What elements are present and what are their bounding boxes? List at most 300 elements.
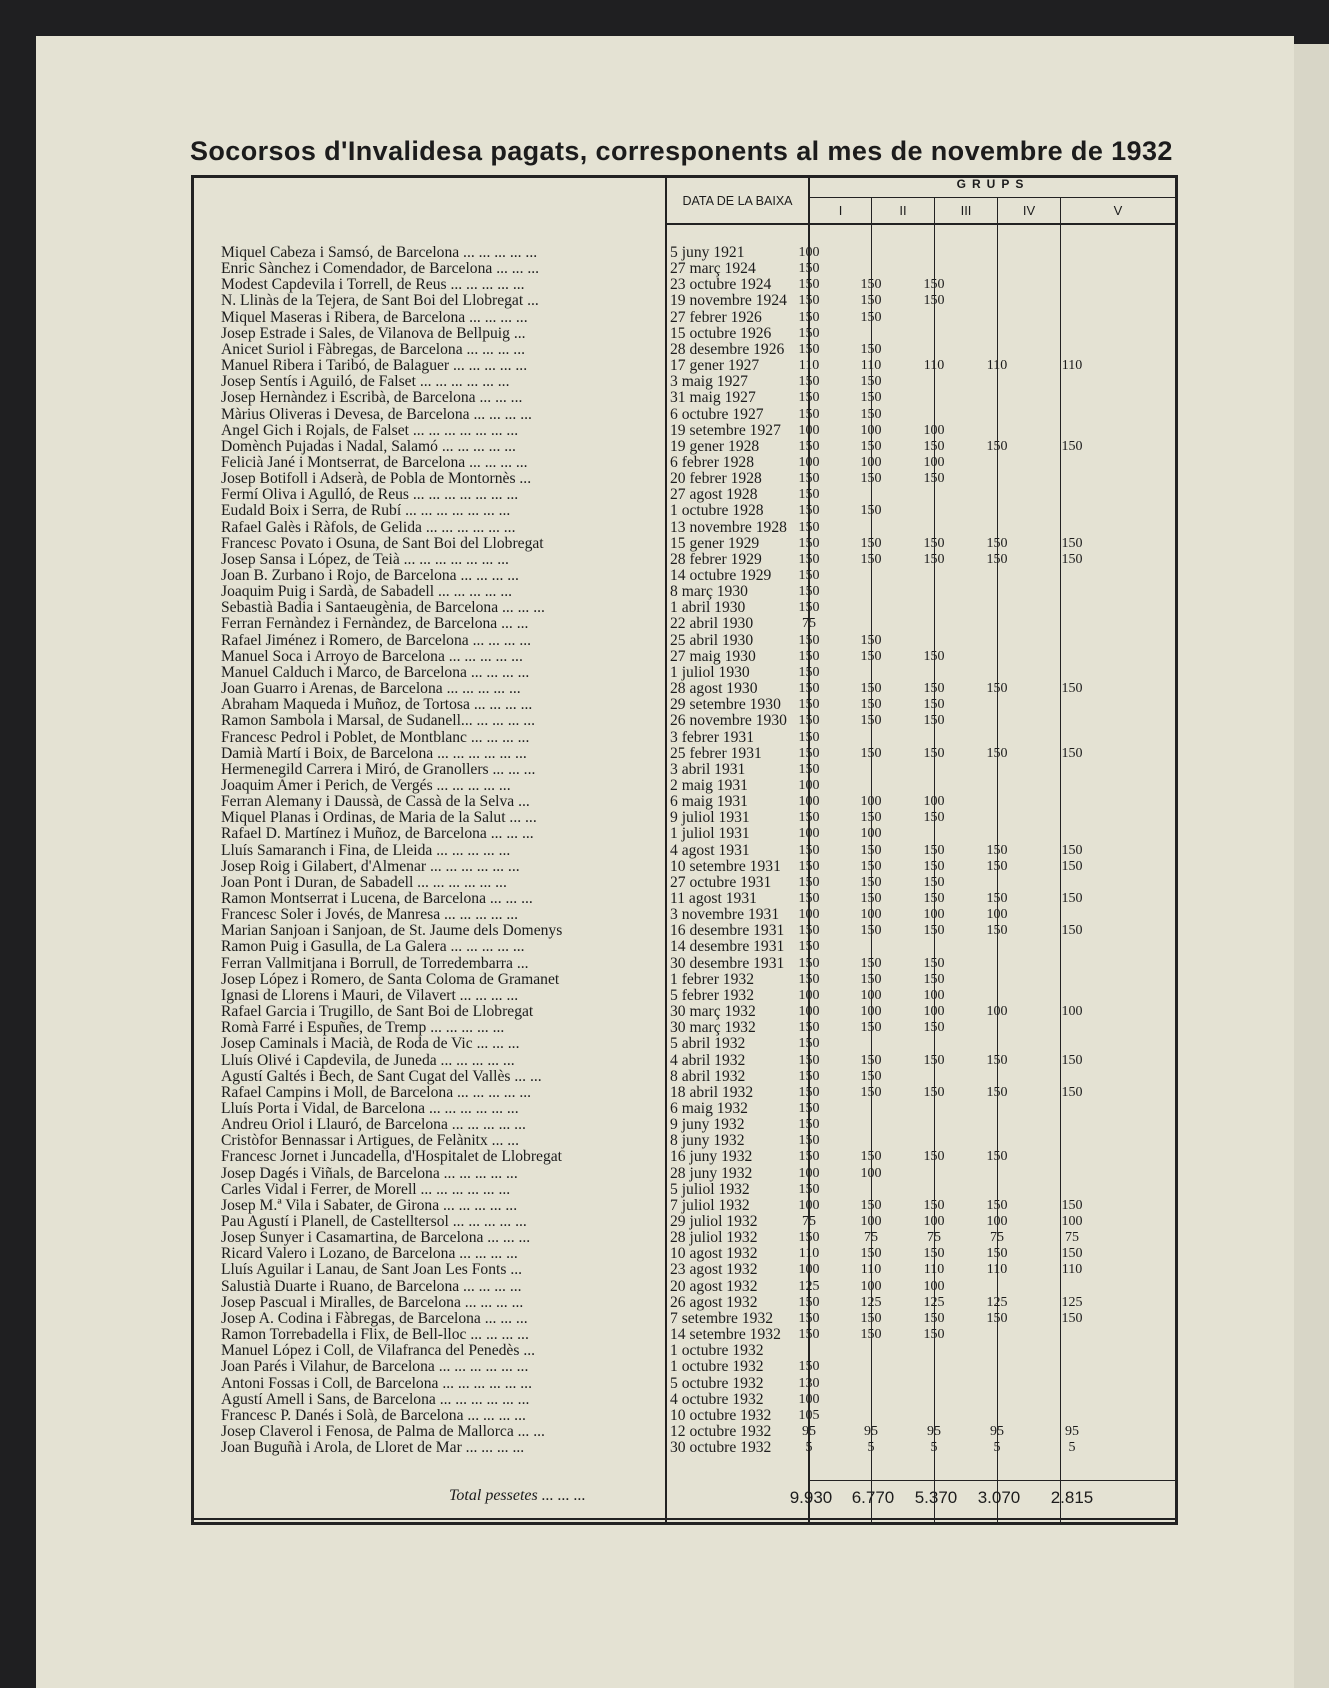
group-value-2: 100 <box>860 1214 882 1229</box>
person-name: Marian Sanjoan i Sanjoan, de St. Jaume dels Domenys <box>221 923 563 940</box>
table-row <box>221 1020 1177 1036</box>
group-value-5: 125 <box>1061 1294 1083 1310</box>
discharge-date: 1 octubre 1932 <box>670 1342 764 1360</box>
discharge-date: 19 setembre 1927 <box>670 421 781 439</box>
group-value-4: 150 <box>986 1310 1008 1326</box>
table-row <box>221 1004 1177 1020</box>
pension-table <box>191 175 1177 1527</box>
group-value-3: 150 <box>923 923 945 939</box>
group-value-4: 125 <box>986 1294 1008 1310</box>
discharge-date: 30 octubre 1932 <box>670 1439 772 1457</box>
person-name: Domènch Pujadas i Nadal, Salamó ... ... ... ... ... <box>221 438 516 455</box>
group-value-2: 150 <box>860 390 882 406</box>
table-row <box>221 326 1177 342</box>
table-row <box>221 1117 1177 1133</box>
group-value-1: 5 <box>805 1440 813 1456</box>
group-value-5: 150 <box>1061 923 1083 939</box>
group-value-2: 150 <box>860 438 882 454</box>
group-value-5: 150 <box>1061 842 1083 858</box>
group-value-1: 150 <box>798 648 820 664</box>
group-value-2: 150 <box>860 309 882 325</box>
group-value-3: 150 <box>923 1052 945 1068</box>
discharge-date: 5 abril 1932 <box>670 1035 746 1053</box>
discharge-date: 20 agost 1932 <box>670 1277 758 1295</box>
group-value-2: 150 <box>860 503 882 519</box>
page-edge <box>1294 44 1329 1688</box>
person-name: Joaquim Puig i Sardà, de Sabadell ... ... ... ... ... <box>221 584 513 601</box>
person-name: Romà Farré i Espuñes, de Tremp ... ... ... ... ... <box>221 1020 505 1037</box>
group-value-2: 150 <box>860 713 882 729</box>
header-underline-date <box>667 223 808 225</box>
group-value-1: 150 <box>798 1100 820 1116</box>
table-row <box>221 794 1177 810</box>
table-row <box>221 843 1177 859</box>
person-name: Abraham Maqueda i Muñoz, de Tortosa ... ... ... ... <box>221 697 533 714</box>
group-value-4: 150 <box>986 923 1008 939</box>
group-value-3: 150 <box>923 955 945 971</box>
group-value-2: 150 <box>860 406 882 422</box>
table-row <box>221 665 1177 681</box>
person-name: Andreu Oriol i Llauró, de Barcelona ... ... ... ... ... <box>221 1117 526 1134</box>
discharge-date: 25 febrer 1931 <box>670 744 762 762</box>
person-name: Ramon Montserrat i Lucena, de Barcelona ... ... ... <box>221 891 533 907</box>
discharge-date: 22 abril 1930 <box>670 615 754 633</box>
table-row <box>221 584 1177 600</box>
table-row <box>221 293 1177 309</box>
table-row <box>221 310 1177 326</box>
person-name: Josep Roig i Gilabert, d'Almenar ... ... ... ... ... ... <box>221 858 520 875</box>
table-row <box>221 778 1177 794</box>
group-value-4: 150 <box>986 842 1008 858</box>
table-row <box>221 455 1177 471</box>
group-value-1: 125 <box>798 1278 820 1294</box>
discharge-date: 7 juliol 1932 <box>670 1196 750 1214</box>
group-value-2: 150 <box>860 923 882 939</box>
group-value-3: 100 <box>923 454 945 470</box>
group-value-1: 100 <box>798 777 820 793</box>
discharge-date: 3 febrer 1931 <box>670 728 754 746</box>
group-value-3: 125 <box>923 1294 945 1310</box>
group-value-5: 110 <box>1061 1262 1083 1278</box>
person-name: Ferran Alemany i Daussà, de Cassà de la Selva ... <box>221 794 530 811</box>
group-value-1: 150 <box>798 1149 820 1165</box>
header-groups: GRUPS <box>956 177 1030 191</box>
person-name: Agustí Amell i Sans, de Barcelona ... ... ... ... ... ... <box>221 1391 530 1408</box>
discharge-date: 30 març 1932 <box>670 1019 756 1037</box>
group-value-4: 150 <box>986 1246 1008 1262</box>
person-name: Ricard Valero i Lozano, de Barcelona ... ... ... ... <box>221 1246 518 1263</box>
person-name: Francesc Jornet i Juncadella, d'Hospitalet de Llobregat <box>221 1149 562 1166</box>
person-name: Lluís Porta i Vidal, de Barcelona ... ... ... ... ... ... <box>221 1100 519 1117</box>
group-value-1: 110 <box>798 358 820 374</box>
group-value-1: 100 <box>798 794 820 810</box>
group-value-1: 100 <box>798 245 820 260</box>
group-value-2: 150 <box>860 745 882 761</box>
totals-label: Total pessetes ... ... ... <box>449 1487 586 1504</box>
group-value-2: 125 <box>860 1294 882 1310</box>
group-value-5: 110 <box>1061 358 1083 374</box>
person-name: Manuel Soca i Arroyo de Barcelona ... ... ... ... ... <box>221 648 523 665</box>
discharge-date: 14 octubre 1929 <box>670 567 772 584</box>
group-value-2: 100 <box>860 987 882 1003</box>
group-value-1: 150 <box>798 891 820 906</box>
table-row <box>221 245 1177 261</box>
group-value-2: 150 <box>860 874 882 890</box>
person-name: Ignasi de Llorens i Mauri, de Vilavert ... ... ... ... <box>221 987 519 1004</box>
group-value-5: 150 <box>1061 745 1083 761</box>
group-value-1: 75 <box>802 616 816 632</box>
discharge-date: 30 març 1932 <box>670 1003 756 1021</box>
discharge-date: 8 març 1930 <box>670 583 748 601</box>
group-value-2: 150 <box>860 810 882 826</box>
person-name: Rafael Campins i Moll, de Barcelona ... ... ... ... ... <box>221 1084 532 1101</box>
person-name: Josep Hernàndez i Escribà, de Barcelona ... ... ... <box>221 390 523 407</box>
person-name: Angel Gich i Rojals, de Falset ... ... ... ... ... ... ... <box>221 422 519 439</box>
group-value-3: 150 <box>923 551 945 567</box>
group-value-5: 75 <box>1065 1230 1079 1246</box>
group-value-3: 150 <box>923 713 945 729</box>
person-name: Ramon Torrebadella i Flix, de Bell-lloc ... ... ... ... <box>221 1327 529 1344</box>
discharge-date: 1 juliol 1931 <box>670 825 750 843</box>
header-col-iv: IV <box>1022 203 1036 218</box>
group-value-1: 100 <box>798 1004 820 1020</box>
group-value-1: 150 <box>798 1294 820 1310</box>
person-name: Josep Botifoll i Adserà, de Pobla de Montornès ... <box>221 471 532 488</box>
discharge-date: 29 juliol 1932 <box>670 1213 758 1230</box>
group-value-4: 150 <box>986 891 1008 906</box>
group-value-2: 150 <box>860 471 882 487</box>
person-name: Josep Sunyer i Casamartina, de Barcelona ... ... ... <box>221 1230 531 1247</box>
discharge-date: 9 juliol 1931 <box>670 809 750 827</box>
discharge-date: 23 octubre 1924 <box>670 276 772 294</box>
table-row <box>221 939 1177 955</box>
discharge-date: 5 juny 1921 <box>670 244 745 261</box>
group-value-2: 150 <box>860 1246 882 1262</box>
table-row <box>221 1166 1177 1182</box>
table-row <box>221 762 1177 778</box>
group-value-2: 150 <box>860 1052 882 1068</box>
person-name: Enric Sànchez i Comendador, de Barcelona ... ... ... <box>221 261 540 278</box>
person-name: Ramon Sambola i Marsal, de Sudanell... ... ... ... ... <box>221 713 535 730</box>
group-value-2: 150 <box>860 971 882 987</box>
discharge-date: 29 setembre 1930 <box>670 696 781 714</box>
group-value-1: 150 <box>798 551 820 567</box>
person-name: Miquel Planas i Ordinas, de Maria de la Salut ... ... <box>221 810 537 827</box>
person-name: Josep Estrade i Sales, de Vilanova de Bellpuig ... <box>221 325 526 342</box>
header-col-ii: II <box>899 203 907 218</box>
table-row <box>221 1133 1177 1149</box>
group-value-1: 100 <box>798 422 820 438</box>
group-value-3: 150 <box>923 535 945 551</box>
group-value-1: 100 <box>798 826 820 842</box>
table-row <box>221 358 1177 374</box>
table-row <box>221 1246 1177 1262</box>
group-value-2: 150 <box>860 293 882 309</box>
person-name: Josep Dagés i Viñals, de Barcelona ... ... ... ... ... <box>221 1165 518 1182</box>
group-value-4: 150 <box>986 438 1008 454</box>
group-value-1: 150 <box>798 842 820 858</box>
person-name: Ramon Puig i Gasulla, de La Galera ... ... ... ... ... <box>221 939 525 956</box>
group-value-1: 100 <box>798 1165 820 1181</box>
person-name: Manuel López i Coll, de Vilafranca del Penedès ... <box>221 1343 536 1360</box>
group-value-1: 100 <box>798 907 820 923</box>
table-row <box>221 730 1177 746</box>
person-name: Josep López i Romero, de Santa Coloma de Gramanet <box>221 971 560 988</box>
discharge-date: 23 agost 1932 <box>670 1261 758 1279</box>
discharge-date: 12 octubre 1932 <box>670 1422 772 1440</box>
table-row <box>221 681 1177 697</box>
table-row <box>221 616 1177 632</box>
group-value-3: 110 <box>923 1262 945 1278</box>
group-value-2: 100 <box>860 907 882 923</box>
group-value-1: 150 <box>798 1052 820 1068</box>
group-value-1: 105 <box>798 1407 820 1423</box>
table-row <box>221 633 1177 649</box>
table-row <box>221 956 1177 972</box>
discharge-date: 26 novembre 1930 <box>670 712 787 730</box>
group-value-2: 150 <box>860 1327 882 1343</box>
person-name: Pau Agustí i Planell, de Castelltersol ... ... ... ... ... <box>221 1214 527 1230</box>
group-value-3: 150 <box>923 293 945 309</box>
table-row <box>221 1101 1177 1117</box>
group-value-3: 150 <box>923 277 945 293</box>
discharge-date: 19 novembre 1924 <box>670 292 787 310</box>
group-value-3: 110 <box>923 358 945 374</box>
group-value-5: 150 <box>1061 1246 1083 1262</box>
table-row <box>221 1343 1177 1359</box>
group-value-5: 150 <box>1061 1310 1083 1326</box>
header-col-v: V <box>1113 203 1123 218</box>
group-value-1: 150 <box>798 810 820 826</box>
discharge-date: 1 abril 1930 <box>670 599 746 617</box>
group-value-1: 150 <box>798 1310 820 1326</box>
discharge-date: 5 febrer 1932 <box>670 986 754 1004</box>
discharge-date: 27 octubre 1931 <box>670 873 772 891</box>
table-row <box>221 1440 1177 1456</box>
group-value-3: 100 <box>923 987 945 1003</box>
person-name: N. Llinàs de la Tejera, de Sant Boi del Llobregat ... <box>221 293 539 310</box>
person-name: Rafael Galès i Ràfols, de Gelida ... ... ... ... ... ... <box>221 519 516 536</box>
discharge-date: 16 juny 1932 <box>670 1148 753 1166</box>
group-value-3: 75 <box>927 1230 941 1246</box>
group-value-1: 150 <box>798 374 820 390</box>
group-value-4: 110 <box>986 358 1008 374</box>
group-value-2: 100 <box>860 826 882 842</box>
person-name: Salustià Duarte i Ruano, de Barcelona ... ... ... ... <box>221 1278 522 1295</box>
person-name: Manuel Calduch i Marco, de Barcelona ... ... ... ... <box>221 664 530 681</box>
group-value-2: 150 <box>860 374 882 390</box>
group-value-5: 150 <box>1061 535 1083 551</box>
table-row <box>221 520 1177 536</box>
group-value-1: 150 <box>798 1133 820 1149</box>
group-value-2: 150 <box>860 648 882 664</box>
person-name: Ferran Vallmitjana i Borrull, de Torredembarra ... <box>221 955 529 972</box>
group-value-4: 150 <box>986 1149 1008 1165</box>
group-value-3: 100 <box>923 1004 945 1020</box>
group-value-4: 75 <box>990 1230 1004 1246</box>
table-row <box>221 1424 1177 1440</box>
group-value-1: 100 <box>798 987 820 1003</box>
group-value-3: 150 <box>923 1327 945 1343</box>
table-row <box>221 536 1177 552</box>
group-value-3: 100 <box>923 907 945 923</box>
person-name: Sebastià Badia i Santaeugènia, de Barcelona ... ... ... <box>221 600 545 617</box>
group-value-5: 95 <box>1065 1423 1079 1439</box>
discharge-date: 8 abril 1932 <box>670 1067 746 1085</box>
table-row <box>221 826 1177 842</box>
total-col-v: 2.815 <box>1050 1488 1094 1507</box>
group-value-4: 150 <box>986 1052 1008 1068</box>
group-value-3: 150 <box>923 471 945 487</box>
group-value-1: 100 <box>798 1391 820 1407</box>
table-row <box>221 1149 1177 1165</box>
group-value-1: 150 <box>798 632 820 648</box>
group-value-4: 150 <box>986 745 1008 761</box>
group-value-5: 150 <box>1061 438 1083 454</box>
group-value-1: 150 <box>798 1084 820 1100</box>
group-value-1: 95 <box>802 1423 816 1439</box>
group-value-2: 150 <box>860 697 882 713</box>
group-value-1: 150 <box>798 503 820 519</box>
person-name: Josep Pascual i Miralles, de Barcelona ... ... ... ... <box>221 1294 524 1311</box>
table-row <box>221 875 1177 891</box>
group-value-5: 150 <box>1061 551 1083 567</box>
table-row <box>221 1376 1177 1392</box>
group-value-1: 150 <box>798 1068 820 1084</box>
table-row <box>221 1408 1177 1424</box>
discharge-date: 18 abril 1932 <box>670 1083 754 1101</box>
page-title: Socorsos d'Invalidesa pagats, corresponents al mes de novembre de 1932 <box>190 136 1173 166</box>
group-value-3: 150 <box>923 1020 945 1036</box>
table-row <box>221 972 1177 988</box>
table-row <box>221 697 1177 713</box>
group-value-1: 150 <box>798 261 820 277</box>
header-underline-groups <box>810 223 1176 225</box>
group-value-4: 150 <box>986 681 1008 697</box>
group-value-1: 150 <box>798 1020 820 1036</box>
discharge-date: 5 juliol 1932 <box>670 1180 750 1198</box>
discharge-date: 4 octubre 1932 <box>670 1390 764 1408</box>
person-name: Agustí Galtés i Bech, de Sant Cugat del Vallès ... ... <box>221 1068 542 1085</box>
group-value-4: 150 <box>986 1197 1008 1213</box>
group-value-2: 110 <box>860 358 882 374</box>
table-row <box>221 1392 1177 1408</box>
group-value-1: 150 <box>798 568 820 583</box>
group-value-1: 150 <box>798 390 820 406</box>
person-name: Josep A. Codina i Fàbregas, de Barcelona ... ... ... <box>221 1310 528 1327</box>
group-value-1: 150 <box>798 1036 820 1052</box>
person-name: Hermenegild Carrera i Miró, de Granollers ... ... ... <box>221 761 536 778</box>
group-value-2: 75 <box>864 1230 878 1246</box>
person-name: Josep M.ª Vila i Sabater, de Girona ... ... ... ... ... <box>221 1197 518 1214</box>
person-name: Joan Parés i Vilahur, de Barcelona ... ... ... ... ... ... <box>221 1359 529 1376</box>
table-row <box>221 261 1177 277</box>
group-value-4: 95 <box>990 1423 1004 1439</box>
table-row <box>221 1359 1177 1375</box>
discharge-date: 28 juny 1932 <box>670 1164 753 1182</box>
table-row <box>221 1182 1177 1198</box>
group-value-1: 150 <box>798 858 820 874</box>
discharge-date: 25 abril 1930 <box>670 631 754 649</box>
discharge-date: 15 octubre 1926 <box>670 324 772 342</box>
table-row <box>221 649 1177 665</box>
discharge-date: 28 juliol 1932 <box>670 1229 758 1247</box>
group-value-5: 100 <box>1061 1004 1083 1020</box>
group-value-3: 150 <box>923 648 945 664</box>
group-value-2: 150 <box>860 551 882 567</box>
group-value-1: 150 <box>798 1117 820 1133</box>
table-row <box>221 487 1177 503</box>
group-value-1: 150 <box>798 519 820 535</box>
group-value-2: 5 <box>867 1440 875 1456</box>
groups-underline <box>810 197 1176 198</box>
group-value-3: 150 <box>923 697 945 713</box>
person-name: Josep Caminals i Macià, de Roda de Vic ... ... ... <box>221 1036 520 1053</box>
group-value-1: 150 <box>798 1230 820 1246</box>
group-value-1: 150 <box>798 341 820 357</box>
group-value-4: 100 <box>986 907 1008 923</box>
person-name: Anicet Suriol i Fàbregas, de Barcelona ... ... ... ... <box>221 341 526 358</box>
totals-top-line <box>810 1480 1176 1481</box>
person-name: Manuel Ribera i Taribó, de Balaguer ... ... ... ... ... <box>221 358 528 375</box>
discharge-date: 9 juny 1932 <box>670 1116 745 1134</box>
table-row <box>221 503 1177 519</box>
group-value-2: 150 <box>860 842 882 858</box>
group-value-1: 150 <box>798 584 820 600</box>
discharge-date: 16 desembre 1931 <box>670 922 785 940</box>
group-value-1: 150 <box>798 535 820 551</box>
table-row <box>221 1230 1177 1246</box>
person-name: Josep Sentís i Aguiló, de Falset ... ... ... ... ... ... <box>221 374 510 391</box>
group-value-2: 150 <box>860 1084 882 1100</box>
discharge-date: 3 novembre 1931 <box>670 906 780 924</box>
group-value-5: 150 <box>1061 891 1083 906</box>
group-value-4: 150 <box>986 858 1008 874</box>
group-value-1: 150 <box>798 713 820 729</box>
table-row <box>221 407 1177 423</box>
group-value-1: 150 <box>798 438 820 454</box>
table-bottom-border <box>191 1522 1177 1525</box>
group-value-4: 150 <box>986 551 1008 567</box>
table-row <box>221 1295 1177 1311</box>
discharge-date: 1 octubre 1932 <box>670 1358 764 1376</box>
header-date: DATA DE LA BAIXA <box>682 194 793 208</box>
table-left-border <box>191 175 194 1525</box>
group-value-1: 150 <box>798 939 820 955</box>
discharge-date: 1 juliol 1930 <box>670 663 750 681</box>
person-name: Felicià Jané i Montserrat, de Barcelona ... ... ... ... <box>221 454 528 471</box>
group-value-4: 5 <box>993 1440 1001 1456</box>
group-value-2: 150 <box>860 1197 882 1213</box>
discharge-date: 3 maig 1927 <box>670 373 748 391</box>
discharge-date: 2 maig 1931 <box>670 776 748 794</box>
group-value-1: 150 <box>798 681 820 697</box>
person-name: Miquel Cabeza i Samsó, de Barcelona ... ... ... ... ... <box>221 245 538 261</box>
discharge-date: 19 gener 1928 <box>670 437 760 455</box>
group-value-1: 150 <box>798 325 820 341</box>
person-name: Rafael Garcia i Trugillo, de Sant Boi de Llobregat <box>221 1004 534 1021</box>
group-value-1: 100 <box>798 454 820 470</box>
discharge-date: 30 desembre 1931 <box>670 954 785 972</box>
group-value-1: 150 <box>798 1181 820 1197</box>
person-name: Joaquim Amer i Perich, de Vergés ... ... ... ... ... <box>221 777 511 794</box>
group-value-1: 130 <box>798 1375 820 1391</box>
total-col-i: 9.930 <box>789 1488 833 1507</box>
person-name: Lluís Olivé i Capdevila, de Juneda ... ... ... ... ... <box>221 1052 515 1069</box>
person-name: Josep Sansa i López, de Teià ... ... ... ... ... ... ... <box>221 551 509 568</box>
group-value-5: 150 <box>1061 1052 1083 1068</box>
discharge-date: 1 octubre 1928 <box>670 502 764 520</box>
